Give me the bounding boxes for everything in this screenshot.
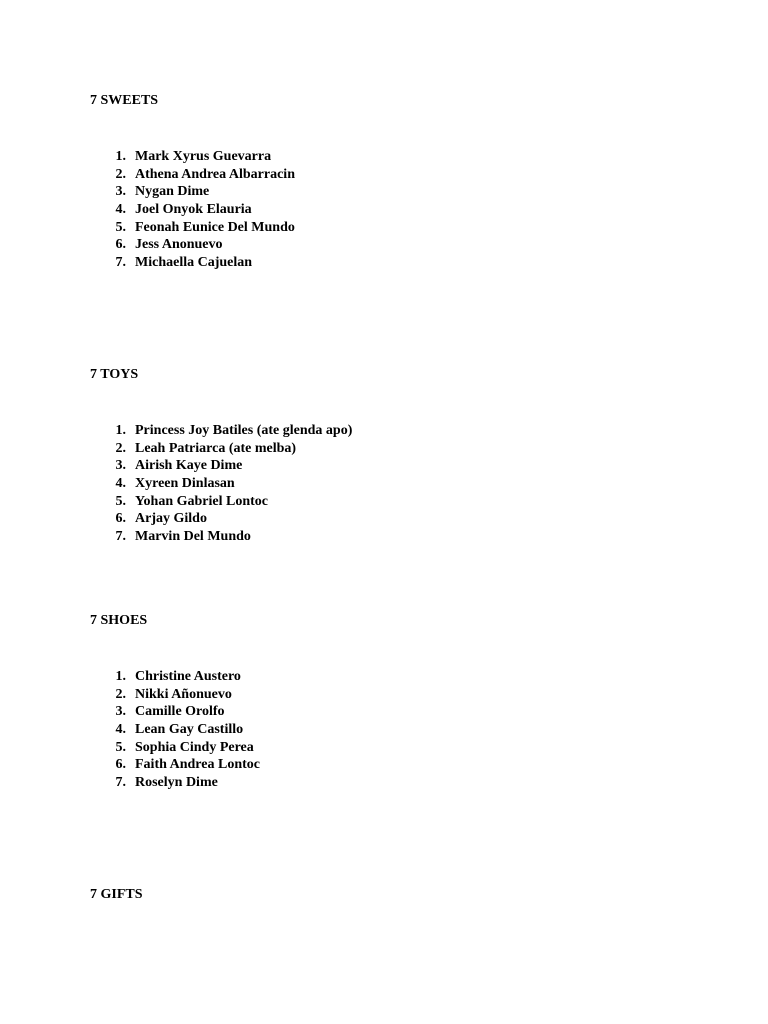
list-item [108,201,295,219]
section-heading-shoes: 7 SHOES [90,613,148,628]
item-number: 4. [115,202,126,218]
item-name: Feonah Eunice Del Mundo [135,219,295,235]
list-item [108,475,352,493]
item-number: 4. [115,476,126,492]
list-item [108,457,352,475]
shoes-list [108,668,260,792]
sweets-list [108,148,295,272]
section-heading-sweets: 7 SWEETS [90,93,159,108]
item-number: 3. [115,704,126,720]
item-number: 2. [115,440,126,456]
item-number: 1. [115,669,126,684]
item-number: 7. [115,775,126,791]
item-number: 6. [115,757,126,773]
list-item [108,440,352,458]
list-item [108,219,295,237]
list-item [108,236,295,254]
item-number: 6. [115,237,126,253]
item-name: Lean Gay Castillo [135,722,244,738]
item-number: 5. [115,493,126,509]
list-item [108,703,260,721]
item-name: Nygan Dime [135,184,210,200]
item-number: 3. [115,458,126,474]
item-name: Princess Joy Batiles (ate glenda apo) [135,423,353,438]
item-name: Roselyn Dime [135,775,218,791]
list-item [108,774,260,792]
list-item [108,721,260,739]
item-number: 4. [115,722,126,738]
item-number: 6. [115,511,126,527]
list-item [108,528,352,546]
list-item [108,148,295,166]
item-name: Leah Patriarca (ate melba) [135,440,297,456]
item-name: Arjay Gildo [135,511,207,527]
toys-list [108,422,352,546]
item-number: 5. [115,739,126,755]
item-number: 2. [115,686,126,702]
list-item [108,686,260,704]
list-item [108,166,295,184]
list-item [108,254,295,272]
item-name: Mark Xyrus Guevarra [135,149,272,164]
list-item [108,493,352,511]
item-name: Jess Anonuevo [135,237,223,253]
item-name: Christine Austero [135,669,241,684]
item-name: Michaella Cajuelan [135,255,253,271]
item-name: Airish Kaye Dime [135,458,243,474]
item-number: 5. [115,219,126,235]
list-item [108,510,352,528]
item-name: Sophia Cindy Perea [135,739,254,755]
item-number: 1. [115,149,126,164]
item-number: 3. [115,184,126,200]
item-name: Nikki Añonuevo [135,686,232,702]
section-heading-gifts: 7 GIFTS [90,887,143,902]
item-name: Faith Andrea Lontoc [135,757,260,773]
list-item [108,756,260,774]
section-heading-toys: 7 TOYS [90,367,139,382]
item-number: 7. [115,529,126,545]
item-number: 7. [115,255,126,271]
item-name: Xyreen Dinlasan [135,476,235,492]
item-number: 2. [115,166,126,182]
list-item [108,422,352,440]
item-name: Camille Orolfo [135,704,225,720]
list-item [108,668,260,686]
item-name: Marvin Del Mundo [135,529,251,545]
item-name: Yohan Gabriel Lontoc [135,493,269,509]
list-item [108,739,260,757]
list-item [108,183,295,201]
item-name: Joel Onyok Elauria [135,202,252,218]
item-name: Athena Andrea Albarracin [135,166,295,182]
item-number: 1. [115,423,126,438]
